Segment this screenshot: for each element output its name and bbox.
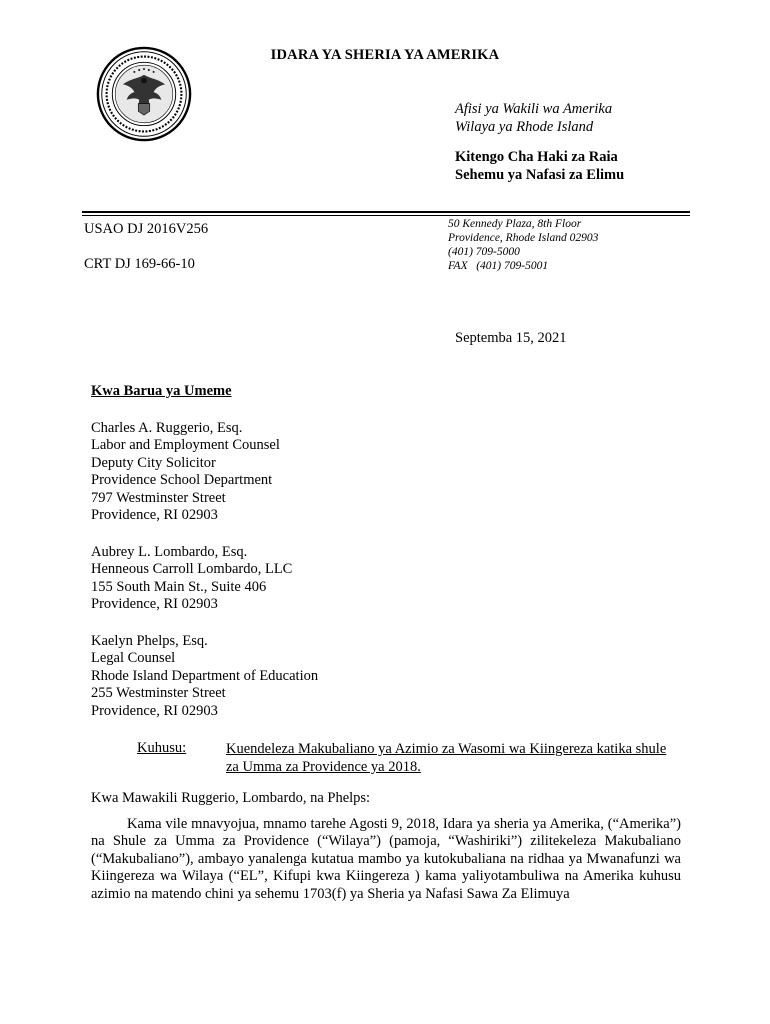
delivery-method: Kwa Barua ya Umeme: [91, 383, 232, 399]
subject-label: Kuhusu:: [137, 740, 187, 756]
agency-title: IDARA YA SHERIA YA AMERIKA: [270, 47, 500, 63]
header-divider: [82, 211, 690, 213]
crt-reference: CRT DJ 169-66-10: [84, 256, 195, 272]
recipient-line: Providence School Department: [91, 472, 273, 489]
address-fax: FAX (401) 709-5001: [448, 260, 549, 272]
letter-date: Septemba 15, 2021: [455, 330, 567, 346]
recipient-line: Rhode Island Department of Education: [91, 667, 319, 684]
recipient-line: Providence, RI 02903: [91, 702, 218, 719]
recipient-line: Legal Counsel: [91, 650, 176, 667]
recipient-line: Charles A. Ruggerio, Esq.: [91, 420, 243, 436]
subject-text: Kuendeleza Makubaliano ya Azimio za Wasomi wa Kiingereza katika shule za Umma za Providence ya 2018.: [226, 741, 667, 775]
office-line-2: Wilaya ya Rhode Island: [455, 119, 594, 135]
header-divider-thin: [82, 215, 690, 216]
recipient-block-2: [91, 544, 292, 614]
salutation: Kwa Mawakili Ruggerio, Lombardo, na Phelps:: [91, 790, 371, 806]
address-line-1: 50 Kennedy Plaza, 8th Floor: [448, 218, 582, 230]
body-paragraph: Kama vile mnavyojua, mnamo tarehe Agosti 9, 2018, Idara ya sheria ya Amerika, (“Amerika”) na Shule za Umma za Providence (“Wilaya”) (pamoja, “Washiriki”) zilitekeleza Makubaliano (“Makubaliano”), ambayo yanalenga kutatua mambo ya kutokubaliana na ridhaa ya Mwanafunzi wa Kiingereza wa Wilaya (“EL”, Kifupi kwa Kiingereza ) kama yaliyotambuliwa na Amerika kuhusu azimio na matendo chini ya sehemu 1703(f) ya Sheria ya Nafasi Sawa Za Elimuya: [91, 816, 681, 902]
recipient-line: 797 Westminster Street: [91, 489, 226, 506]
usao-reference: USAO DJ 2016V256: [84, 221, 209, 237]
recipient-block-1: [91, 420, 280, 524]
recipient-line: 255 Westminster Street: [91, 685, 226, 702]
address-line-2: Providence, Rhode Island 02903: [448, 232, 599, 244]
recipient-line: Deputy City Solicitor: [91, 454, 216, 471]
recipient-line: 155 South Main St., Suite 406: [91, 578, 267, 595]
recipient-line: Providence, RI 02903: [91, 507, 218, 524]
recipient-line: Labor and Employment Counsel: [91, 437, 280, 454]
office-line-1: Afisi ya Wakili wa Amerika: [455, 101, 613, 117]
office-address-block: [448, 217, 598, 273]
recipient-block-3: [91, 633, 318, 720]
recipient-line: Aubrey L. Lombardo, Esq.: [91, 544, 248, 560]
recipient-line: Providence, RI 02903: [91, 596, 218, 613]
section-line-2: Sehemu ya Nafasi za Elimu: [455, 167, 625, 183]
address-phone: (401) 709-5000: [448, 246, 520, 258]
section-line-1: Kitengo Cha Haki za Raia: [455, 149, 618, 165]
recipient-line: Henneous Carroll Lombardo, LLC: [91, 561, 293, 578]
recipient-line: Kaelyn Phelps, Esq.: [91, 633, 208, 649]
